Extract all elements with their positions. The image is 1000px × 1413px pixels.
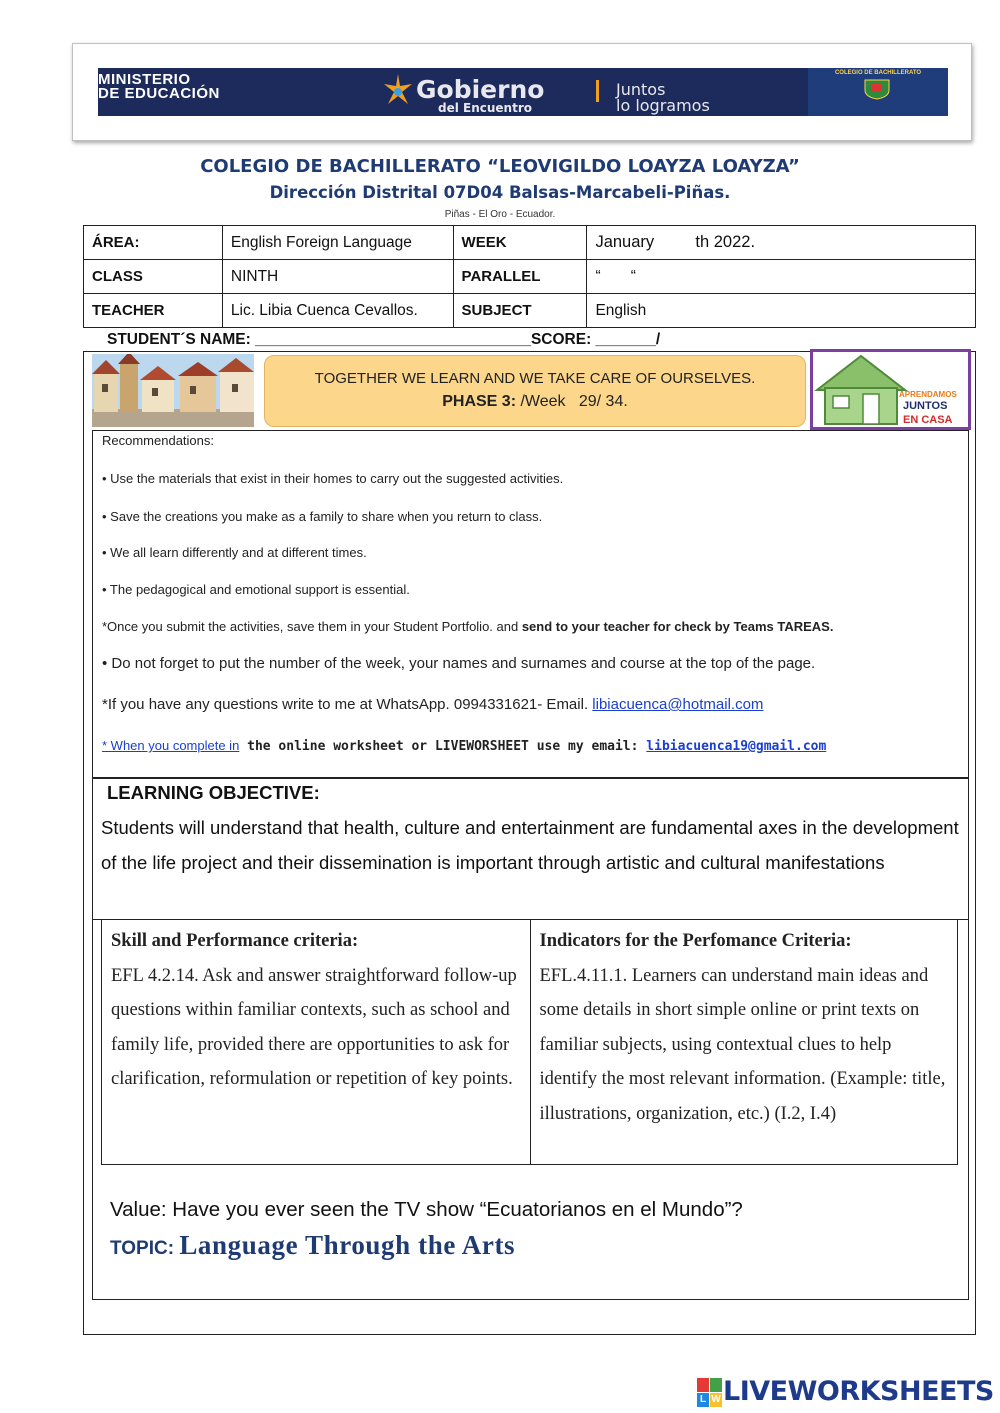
phase-week: PHASE 3: /Week 29/ 34.: [442, 393, 628, 410]
topic-value: Language Through the Arts: [179, 1230, 516, 1260]
school-name: COLEGIO DE BACHILLERATO “LEOVIGILDO LOAYZA LOAYZA”: [200, 156, 800, 177]
parallel-value: “ “: [587, 260, 976, 294]
recommendation-item: • Use the materials that exist in their homes to carry out the suggested activities.: [102, 471, 564, 486]
portfolio-note: *Once you submit the activities, save them in your Student Portfolio. and send to your teacher for check by Teams TAREAS.: [102, 619, 834, 634]
phase-banner: [264, 355, 806, 427]
indicator-cell: [530, 920, 958, 1165]
logo-separator: [596, 80, 599, 102]
liveworksheet-note: * When you complete in the online worksheet or LIVEWORSHEET use my email: libiacuenca19@gmail.com: [102, 738, 827, 754]
school-address: Piñas - El Oro - Ecuador.: [444, 209, 556, 220]
area-value: English Foreign Language: [222, 226, 453, 260]
house-logo-line2: JUNTOS: [903, 400, 948, 412]
recommendation-item: • We all learn differently and at different times.: [102, 545, 367, 560]
topic-label: TOPIC:: [110, 1238, 180, 1259]
contact-note: *If you have any questions write to me at WhatsApp. 0994331621- Email. libiacuenca@hotmail.com: [102, 696, 764, 713]
objective-text: Students will understand that health, culture and entertainment are fundamental axes in the development of the life project and their dissemination is important through artistic and cultural manifestations: [101, 817, 959, 873]
gobierno-logo-subtext: del Encuentro: [438, 101, 532, 115]
week-label: WEEK: [453, 226, 587, 260]
house-logo-line1: APRENDAMOS: [899, 390, 957, 399]
slogan: Juntos lo logramos: [616, 80, 710, 115]
skill-header: Skill and Performance criteria:: [111, 931, 359, 951]
class-label: CLASS: [84, 260, 223, 294]
subject-value: English: [587, 294, 976, 328]
email-link-hotmail[interactable]: libiacuenca@hotmail.com: [592, 696, 764, 713]
parallel-label: PARALLEL: [453, 260, 587, 294]
liveworksheets-brand: [697, 1376, 994, 1407]
town-illustration: [92, 354, 254, 427]
info-row-area: [84, 226, 976, 260]
week-value: January th 2022.: [587, 226, 976, 260]
info-row-teacher: [84, 294, 976, 328]
recommendations-title: Recommendations:: [102, 433, 214, 448]
skill-cell: [102, 920, 531, 1165]
school-emblem: COLEGIO DE BACHILLERATO: [808, 68, 948, 116]
info-row-class: [84, 260, 976, 294]
recommendation-item: • The pedagogical and emotional support is essential.: [102, 582, 410, 597]
district-title: Dirección Distrital 07D04 Balsas-Marcabeli-Piñas.: [269, 183, 731, 202]
liveworksheets-text: LIVEWORKSHEETS: [723, 1376, 994, 1407]
topic-line: [110, 1230, 515, 1261]
school-shield-icon: [862, 78, 892, 100]
info-table: [83, 225, 976, 328]
indicator-header: Indicators for the Perfomance Criteria:: [539, 931, 852, 951]
teacher-label: TEACHER: [84, 294, 223, 328]
value-question: Value: Have you ever seen the TV show “Ecuatorianos en el Mundo”?: [110, 1198, 743, 1221]
criteria-row: [102, 920, 958, 1165]
recommendation-item: • Save the creations you make as a family to share when you return to class.: [102, 509, 543, 524]
complete-link[interactable]: * When you complete in: [102, 738, 240, 753]
liveworksheets-logo-icon: L W: [697, 1378, 721, 1406]
aprendamos-juntos-logo: [810, 349, 971, 430]
teacher-value: Lic. Libia Cuenca Cevallos.: [222, 294, 453, 328]
gobierno-logo-text: Gobierno: [416, 75, 545, 104]
subject-label: SUBJECT: [453, 294, 587, 328]
phase-motto: TOGETHER WE LEARN AND WE TAKE CARE OF OURSELVES.: [314, 370, 756, 387]
house-logo-line3: EN CASA: [903, 414, 953, 426]
gobierno-star-icon: [380, 72, 416, 112]
criteria-table: [101, 919, 958, 1165]
indicator-text: EFL.4.11.1. Learners can understand main ideas and some details in short simple online or print texts on familiar subjects, using contextual clues to help identify the most relevant information. (Example: title, illustrations, organization, etc.) (I.2, I.4): [539, 965, 946, 1124]
header-banner: [98, 68, 948, 116]
objective-title: LEARNING OBJECTIVE:: [107, 782, 320, 803]
email-link-gmail[interactable]: libiacuenca19@gmail.com: [646, 739, 827, 754]
area-label: ÁREA:: [84, 226, 223, 260]
ministerio-logo: MINISTERIO DE EDUCACIÓN: [98, 71, 220, 102]
student-name-score-line: STUDENT´S NAME: ________________________________SCORE: _______/: [107, 331, 661, 348]
skill-text: EFL 4.2.14. Ask and answer straightforward follow-up questions within familiar contexts, such as school and family life, provided there are opportunities to ask for clarification, reformulation or repetition of key points.: [111, 965, 517, 1090]
class-value: NINTH: [222, 260, 453, 294]
week-reminder: • Do not forget to put the number of the week, your names and surnames and course at the top of the page.: [102, 655, 816, 672]
